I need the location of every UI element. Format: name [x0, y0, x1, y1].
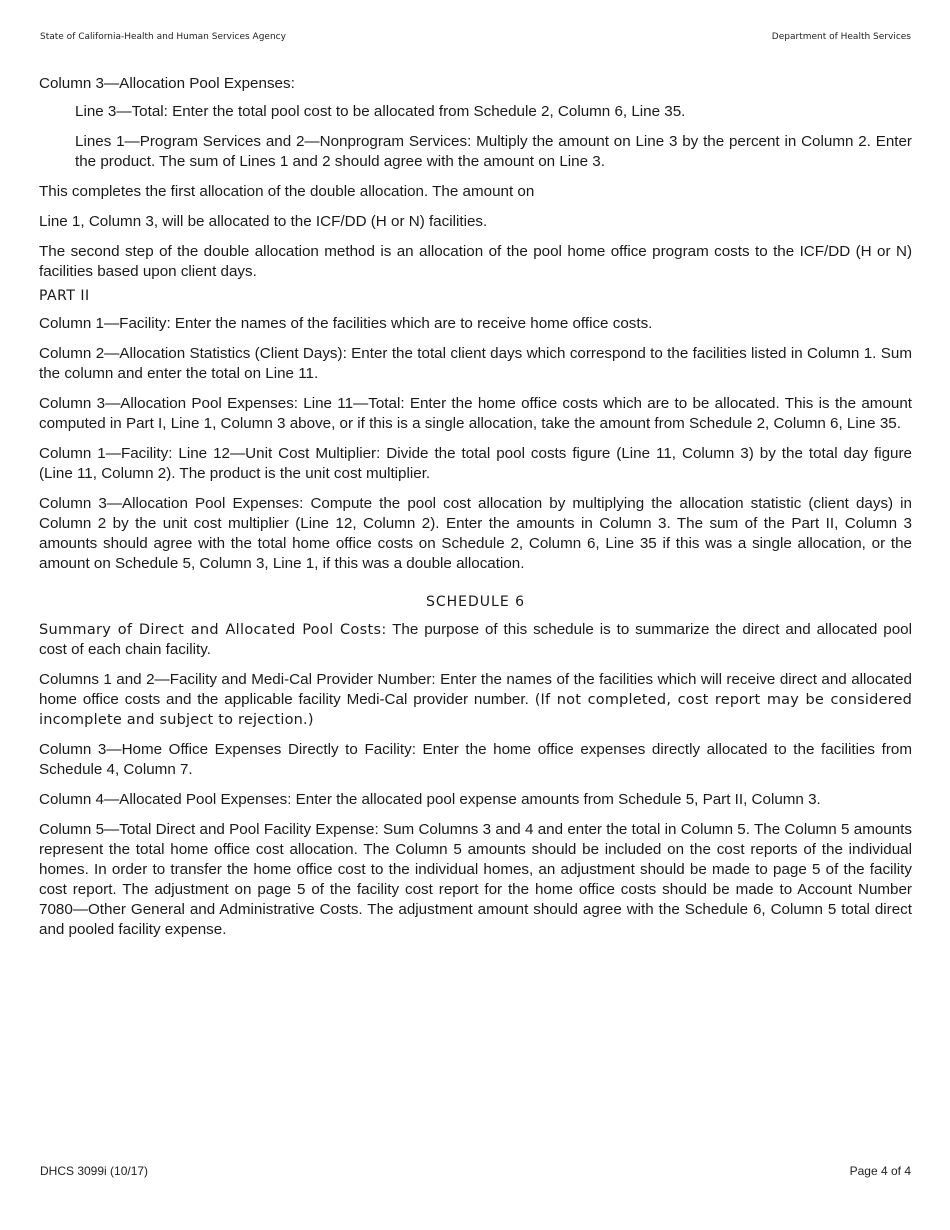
columns1-2-note: (If not completed, cost report may be considered incomplete and subject to rejection.) [39, 692, 912, 728]
schedule-6-heading: SCHEDULE 6 [425, 594, 526, 610]
part-ii-heading: PART II [39, 288, 90, 304]
paragraph-line1-allocation: Line 1, Column 3, will be allocated to the ICF/DD (H or N) facilities. [39, 213, 488, 230]
paragraph-column5-total: Column 5—Total Direct and Pool Facility Expense: Sum Columns 3 and 4 and enter the total in Column 5. The Column 5 amounts represent the total home office cost allocation. The Column 5 amounts should be included on the cost reports of the individual homes. In order to transfer the home office cost to the individual homes, an adjustment should be made to page 5 of the facility cost report. The adjustment on page 5 of the facility cost report for the home office costs should be made to Account Number 7080—Other General and Administrative Costs. The adjustment amount should agree with the Schedule 6, Column 5 total direct and pooled facility expense. [39, 821, 912, 938]
paragraph-line3-total: Line 3—Total: Enter the total pool cost to be allocated from Schedule 2, Column 6, Line 35. [75, 103, 686, 120]
paragraph-column3-direct: Column 3—Home Office Expenses Directly to Facility: Enter the home office expenses directly allocated to the facilities from Schedule 4, Column 7. [39, 741, 912, 778]
document-body [39, 74, 912, 950]
summary-rest: The purpose of this schedule is to summarize the direct and allocated pool cost of each chain facility. [39, 621, 912, 658]
header-agency: State of California-Health and Human Services Agency [40, 32, 286, 42]
paragraph-column1-facility: Column 1—Facility: Enter the names of the facilities which are to receive home office costs. [39, 315, 653, 332]
paragraph-columns1-2 [39, 670, 912, 730]
footer-page-number: Page 4 of 4 [849, 1164, 911, 1178]
paragraph-column2-statistics: Column 2—Allocation Statistics (Client Days): Enter the total client days which correspond to the facilities listed in Column 1. Sum the column and enter the total on Line 11. [39, 345, 912, 382]
paragraph-column3-heading: Column 3—Allocation Pool Expenses: [39, 75, 295, 92]
columns1-2-main: Columns 1 and 2—Facility and Medi-Cal Provider Number: Enter the names of the facilities which will receive direct and allocated home office costs and the applicable facility Medi-Cal provider number. [39, 671, 912, 708]
summary-lead: Summary of Direct and Allocated Pool Costs: [39, 622, 387, 638]
paragraph-lines1-2: Lines 1—Program Services and 2—Nonprogram Services: Multiply the amount on Line 3 by the percent in Column 2. Enter the product. The sum of Lines 1 and 2 should agree with the amount on Line 3. [75, 133, 912, 170]
paragraph-column1-line12: Column 1—Facility: Line 12—Unit Cost Multiplier: Divide the total pool costs figure (Line 11, Column 3) by the total day figure (Line 11, Column 2). The product is the unit cost multiplier. [39, 445, 912, 482]
paragraph-column3-compute: Column 3—Allocation Pool Expenses: Compute the pool cost allocation by multiplying the allocation statistic (client days) in Column 2 by the unit cost multiplier (Line 12, Column 2). Enter the amounts in Column 3. The sum of the Part II, Column 3 amounts should agree with the total home office costs on Schedule 2, Column 6, Line 35 if this was a single allocation, or the amount on Schedule 5, Column 3, Line 1, if this was a double allocation. [39, 495, 912, 572]
header-department: Department of Health Services [771, 32, 911, 42]
footer-form-number: DHCS 3099i (10/17) [40, 1164, 149, 1178]
paragraph-first-allocation: This completes the first allocation of the double allocation. The amount on [39, 183, 535, 200]
paragraph-column4-allocated: Column 4—Allocated Pool Expenses: Enter the allocated pool expense amounts from Schedule 5, Part II, Column 3. [39, 791, 821, 808]
paragraph-column3-line11: Column 3—Allocation Pool Expenses: Line 11—Total: Enter the home office costs which are to be allocated. This is the amount computed in Part I, Line 1, Column 3 above, or if this is a single allocation, take the amount from Schedule 2, Column 6, Line 35. [39, 395, 912, 432]
paragraph-second-step: The second step of the double allocation method is an allocation of the pool home office program costs to the ICF/DD (H or N) facilities based upon client days. [39, 243, 912, 280]
paragraph-summary [39, 620, 912, 660]
